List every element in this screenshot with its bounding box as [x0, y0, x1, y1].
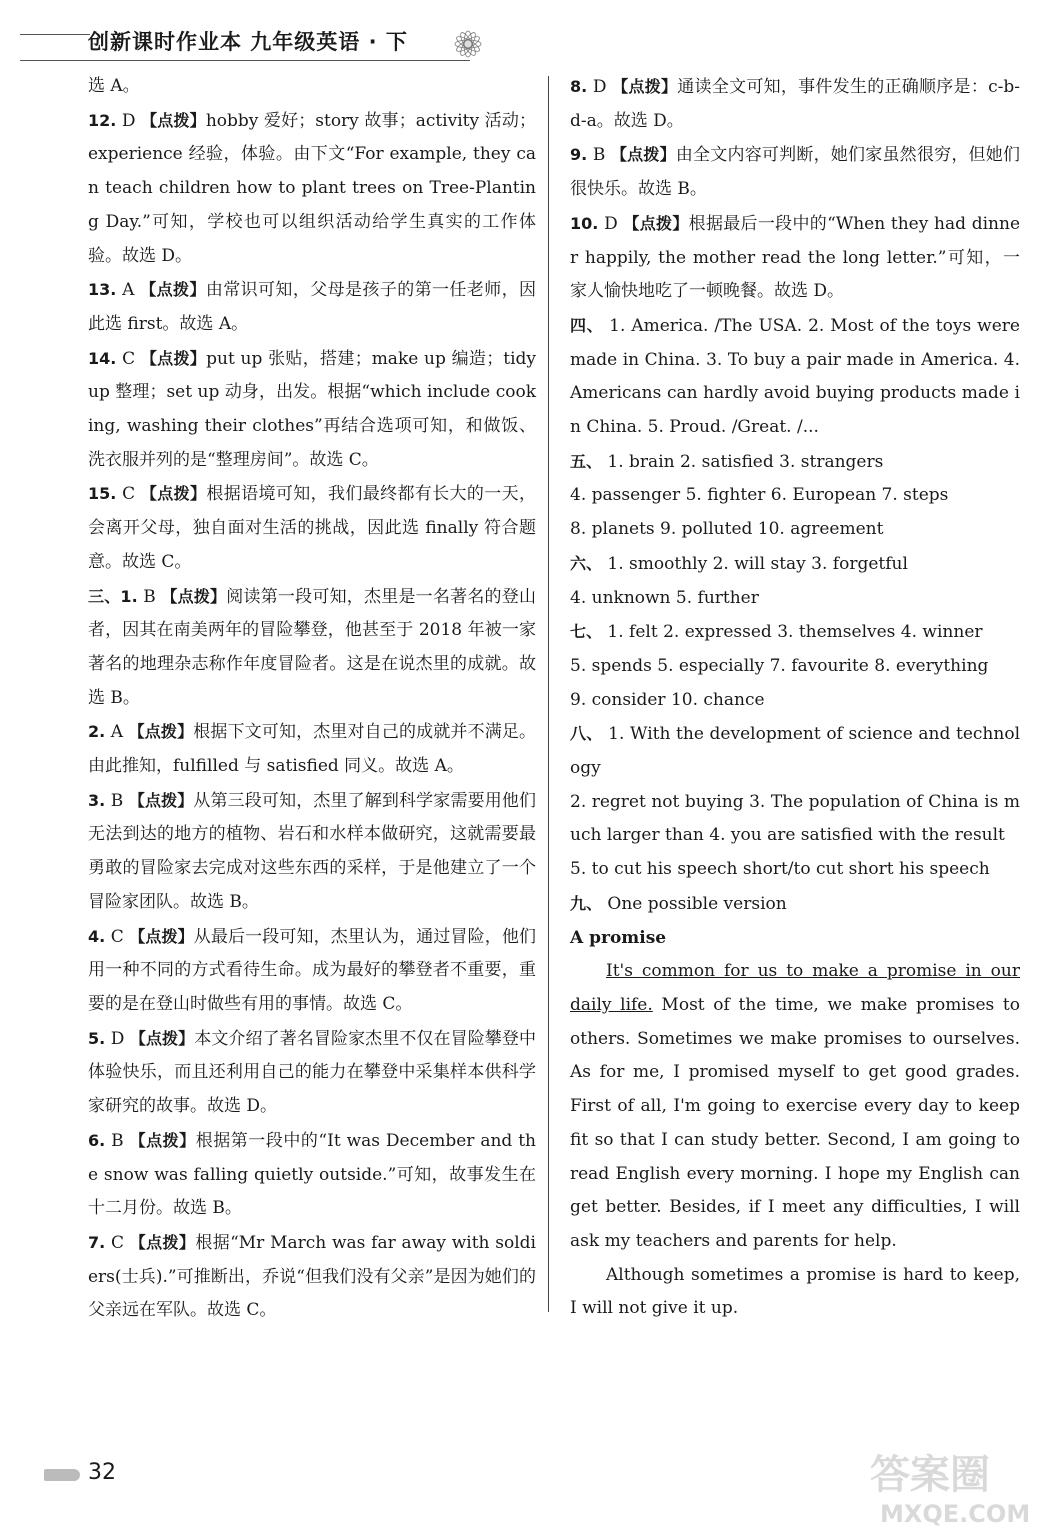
answer-text: hobby 爱好；story 故事；activity 活动；experience 经验，体验。由下文“For example, they can teach children how to plant trees on Tree-Planting Day.”可知，学校也可以组织活动给学生真实的工作体验。故选 D。: [88, 110, 536, 266]
answer-number: 7.: [88, 1232, 106, 1252]
page-number-text: 32: [88, 1460, 116, 1485]
answer-item: [570, 207, 1020, 309]
answer-number: 6.: [88, 1130, 106, 1150]
answer-tag: 【点拨】: [161, 586, 227, 606]
answer-text: 选 A。: [88, 76, 140, 96]
left-column: [88, 70, 536, 1328]
header-rule-bottom: [20, 60, 470, 61]
answer-number: 8.: [570, 77, 588, 96]
answer-item: [570, 684, 1020, 718]
answer-tag: 【点拨】: [129, 1232, 196, 1252]
svg-text:MXQE.COM: MXQE.COM: [880, 1500, 1031, 1528]
sample-essay: [570, 922, 1020, 1326]
answer-text: 根据语境可知，我们最终都有长大的一天，会离开父母，独自面对生活的挑战，因此选 finally 符合题意。故选 C。: [88, 484, 537, 572]
answer-number: 八、: [570, 724, 603, 744]
answer-text: 通读全文可知，事件发生的正确顺序是：c-b-d-a。故选 D。: [570, 77, 1020, 131]
answer-number: 4.: [88, 926, 106, 946]
column-divider: [548, 76, 549, 1312]
answer-number: 10.: [570, 213, 599, 233]
answer-item: [570, 138, 1020, 206]
answer-text: 1. felt 2. expressed 3. themselves 4. winner: [607, 622, 983, 643]
answer-letter: C: [110, 926, 124, 947]
answer-item: [570, 887, 1020, 922]
answer-text: 根据最后一段中的“When they had dinner happily, the mother read the long letter.”可知，一家人愉快地吃了一顿晚餐。故选 D。: [570, 213, 1020, 302]
answer-number: 七、: [570, 622, 603, 642]
answer-number: 5.: [88, 1028, 106, 1048]
answer-item: [570, 615, 1020, 650]
answer-text: 由全文内容可判断，她们家虽然很穷，但她们很快乐。故选 B。: [570, 145, 1020, 200]
answer-item: [88, 580, 536, 716]
answer-number: 2.: [88, 722, 106, 742]
answer-letter: B: [110, 790, 124, 811]
answer-item: [88, 1022, 536, 1124]
essay-title: A promise: [570, 927, 667, 948]
answer-number: 15.: [88, 484, 117, 504]
answer-text: 2. regret not buying 3. The population of China is much larger than 4. you are satisfied with the result: [570, 791, 1020, 846]
answer-text: 根据下文可知，杰里对自己的成就并不满足。由此推知，fulfilled 与 satisfied 同义。故选 A。: [88, 722, 537, 777]
answer-text: 1. America. /The USA. 2. Most of the toys were made in China. 3. To buy a pair made in America. 4. Americans can hardly avoid buying products made in China. 5. Proud. /Great. /...: [570, 315, 1020, 438]
answer-tag: 【点拨】: [141, 110, 206, 130]
answer-item: [88, 70, 536, 104]
answer-number: 六、: [570, 553, 603, 573]
answer-tag: 【点拨】: [140, 280, 206, 300]
answer-text: 阅读第一段可知，杰里是一名著名的登山者，因其在南美两年的冒险攀登，他甚至于 2018 年被一家著名的地理杂志称作年度冒险者。这是在说杰里的成就。故选 B。: [88, 586, 536, 708]
page-tab-icon: [44, 1469, 80, 1481]
answer-item: [570, 853, 1020, 887]
answer-tag: 【点拨】: [129, 1028, 195, 1048]
answer-text: 5. to cut his speech short/to cut short his speech: [570, 859, 990, 880]
answer-letter: D: [592, 77, 607, 97]
header-title: 创新课时作业本 九年级英语 · 下: [88, 30, 408, 54]
answer-text: 从最后一段可知，杰里认为，通过冒险，他们用一种不同的方式看待生命。成为最好的攀登者不重要，重要的是在登山时做些有用的事情。故选 C。: [88, 926, 537, 1014]
answer-text: 1. With the development of science and technology: [570, 724, 1021, 779]
answer-number: 三、1.: [88, 586, 138, 606]
answer-letter: C: [111, 1232, 125, 1253]
answer-letter: B: [143, 586, 156, 607]
answer-tag: 【点拨】: [140, 484, 207, 504]
answer-text: 根据“Mr March was far away with soldiers(士兵).”可推断出，乔说“但我们没有父亲”是因为她们的父亲远在军队。故选 C。: [88, 1232, 536, 1321]
answer-number: 14.: [88, 348, 117, 368]
answer-item: [88, 477, 536, 579]
watermark-logo: [860, 1440, 1040, 1530]
answer-tag: 【点拨】: [128, 722, 194, 742]
answer-item: [88, 104, 536, 274]
answer-text: 9. consider 10. chance: [570, 689, 765, 710]
answer-number: 13.: [88, 280, 117, 300]
essay-paragraph-2: Although sometimes a promise is hard to keep, I will not give it up.: [570, 1264, 1020, 1319]
answer-text: 从第三段可知，杰里了解到科学家需要用他们无法到达的地方的植物、岩石和水样本做研究，这就需要最勇敢的冒险家去完成对这些东西的采样，于是他建立了一个冒险家团队。故选 B。: [88, 790, 536, 912]
answer-tag: 【点拨】: [140, 348, 207, 368]
page-header: [20, 22, 500, 66]
answer-letter: C: [122, 348, 136, 369]
answer-number: 3.: [88, 790, 106, 810]
answer-number: 九、: [570, 893, 603, 913]
answer-item: [88, 715, 536, 783]
answer-item: [88, 920, 536, 1022]
answer-text: 1. smoothly 2. will stay 3. forgetful: [607, 553, 908, 574]
answer-item: [570, 717, 1020, 785]
answer-letter: A: [110, 722, 124, 743]
answer-text: One possible version: [607, 893, 787, 914]
answer-number: 9.: [570, 145, 588, 165]
answer-tag: 【点拨】: [128, 790, 194, 810]
answer-item: [570, 582, 1020, 616]
answer-tag: 【点拨】: [623, 213, 689, 233]
answer-number: 五、: [570, 451, 603, 471]
answer-item: [570, 513, 1020, 547]
answer-letter: D: [121, 110, 136, 131]
answer-text: 根据第一段中的“It was December and the snow was falling quietly outside.”可知，故事发生在十二月份。故选 B。: [88, 1130, 536, 1219]
answer-number: 四、: [570, 315, 604, 335]
answer-item: [88, 1226, 536, 1328]
answer-text: 本文介绍了著名冒险家杰里不仅在冒险攀登中体验快乐，而且还利用自己的能力在攀登中采集样本供科学家研究的故事。故选 D。: [88, 1028, 536, 1117]
answer-item: [570, 786, 1020, 853]
answer-letter: B: [111, 1130, 124, 1151]
answer-item: [88, 273, 536, 341]
answer-item: [570, 445, 1020, 480]
answer-item: [570, 650, 1020, 684]
essay-paragraph-1: [570, 955, 1020, 1258]
answer-item: [570, 309, 1020, 445]
answer-item: [88, 1124, 536, 1226]
answer-letter: C: [122, 484, 136, 505]
answer-tag: 【点拨】: [612, 77, 678, 96]
answer-tag: 【点拨】: [129, 1130, 196, 1150]
answer-tag: 【点拨】: [610, 145, 676, 165]
answer-text: put up 张贴，搭建；make up 编造；tidy up 整理；set up 动身，出发。根据“which include cooking, washing their clothes”再结合选项可知，和做饭、洗衣服并列的是“整理房间”。故选 C。: [88, 348, 536, 470]
header-rule-top: [20, 34, 90, 35]
answer-item: [570, 70, 1020, 138]
answer-text: 4. passenger 5. fighter 6. European 7. steps: [570, 485, 949, 506]
right-column: [570, 70, 1020, 1326]
answer-item: [88, 784, 536, 920]
answer-tag: 【点拨】: [129, 926, 194, 946]
essay-underlined-sentence: It's common for us to make a promise in our daily life.: [570, 961, 1020, 1015]
right-answers: [570, 70, 1020, 922]
essay-paragraph-1-rest: Most of the time, we make promises to others. Sometimes we make promises to ourselves. As for me, I promised myself to get good grades. First of all, I'm going to exercise every day to keep fit so that I can study better. Second, I am going to read English every morning. I hope my English can get better. Besides, if I meet any difficulties, I will ask my teachers and parents for help.: [570, 994, 1020, 1251]
answer-text: 1. brain 2. satisfied 3. strangers: [607, 451, 884, 472]
answer-letter: B: [592, 145, 606, 166]
answer-text: 8. planets 9. polluted 10. agreement: [570, 519, 884, 540]
svg-text:答案圈: 答案圈: [870, 1452, 990, 1498]
answer-letter: A: [122, 280, 135, 301]
answer-letter: D: [604, 213, 618, 234]
answer-item: [570, 479, 1020, 513]
answer-letter: D: [110, 1028, 125, 1049]
answer-number: 12.: [88, 110, 117, 130]
answer-item: [570, 547, 1020, 582]
answer-text: 5. spends 5. especially 7. favourite 8. everything: [570, 655, 989, 676]
answer-text: 由常识可知，父母是孩子的第一任老师，因此选 first。故选 A。: [88, 280, 537, 334]
answer-item: [88, 342, 536, 478]
answer-text: 4. unknown 5. further: [570, 587, 759, 608]
